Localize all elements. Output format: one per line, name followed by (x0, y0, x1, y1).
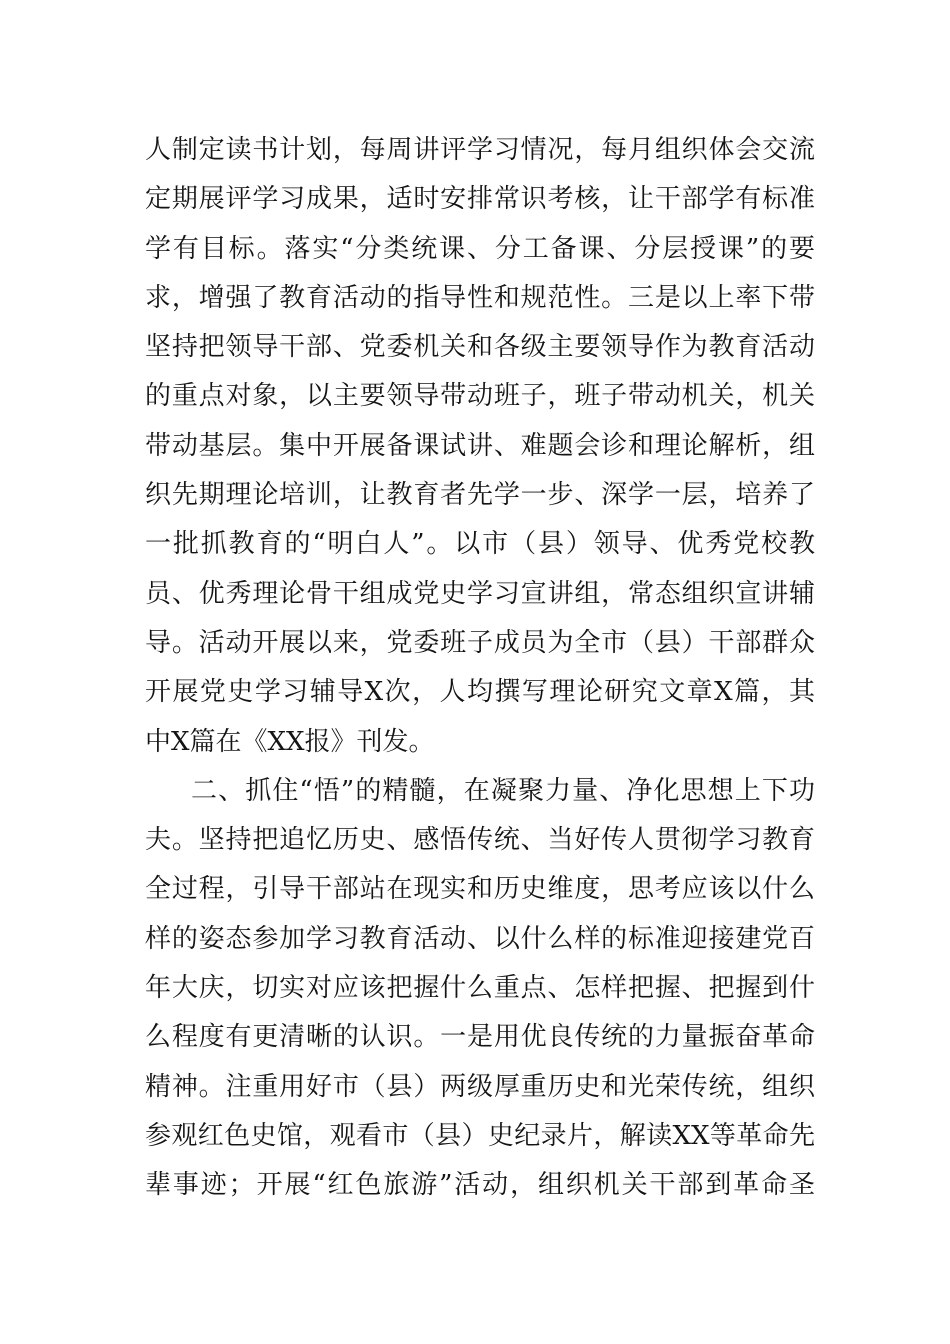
text-line: 员、优秀理论骨干组成党史学习宣讲组，常态组织宣讲辅 (145, 578, 815, 609)
text-line: 参观红色史馆，观看市（县）史纪录片，解读XX等革命先 (145, 1120, 815, 1151)
text-line: 开展党史学习辅导X次，人均撰写理论研究文章X篇，其 (145, 677, 815, 708)
text-line: 的重点对象，以主要领导带动班子，班子带动机关，机关 (145, 381, 815, 412)
text-line: 辈事迹；开展“红色旅游”活动，组织机关干部到革命圣 (145, 1170, 815, 1201)
text-line: 求，增强了教育活动的指导性和规范性。三是以上率下带 (145, 282, 815, 313)
text-line: 么程度有更清晰的认识。一是用优良传统的力量振奋革命 (145, 1022, 815, 1053)
text-line: 一批抓教育的“明白人”。以市（县）领导、优秀党校教 (145, 529, 815, 560)
text-line: 带动基层。集中开展备课试讲、难题会诊和理论解析，组 (145, 430, 815, 461)
section-heading-line: 二、抓住“悟”的精髓，在凝聚力量、净化思想上下功 (191, 775, 815, 806)
text-line: 精神。注重用好市（县）两级厚重历史和光荣传统，组织 (145, 1071, 815, 1102)
text-line: 人制定读书计划，每周讲评学习情况，每月组织体会交流 (145, 135, 815, 165)
paragraph-end-line: 中X篇在《XX报》刊发。 (145, 726, 435, 757)
text-line: 学有目标。落实“分类统课、分工备课、分层授课”的要 (145, 233, 815, 264)
text-line: 坚持把领导干部、党委机关和各级主要领导作为教育活动 (145, 332, 815, 363)
text-line: 全过程，引导干部站在现实和历史维度，思考应该以什么 (145, 874, 815, 905)
text-line: 夫。坚持把追忆历史、感悟传统、当好传人贯彻学习教育 (145, 825, 815, 856)
text-line: 年大庆，切实对应该把握什么重点、怎样把握、把握到什 (145, 973, 815, 1004)
body-text (145, 126, 815, 1211)
text-line: 织先期理论培训，让教育者先学一步、深学一层，培养了 (145, 480, 815, 511)
text-line: 样的姿态参加学习教育活动、以什么样的标准迎接建党百 (145, 923, 815, 954)
text-line: 定期展评学习成果，适时安排常识考核，让干部学有标准 (145, 184, 815, 215)
text-line: 导。活动开展以来，党委班子成员为全市（县）干部群众 (145, 627, 815, 658)
